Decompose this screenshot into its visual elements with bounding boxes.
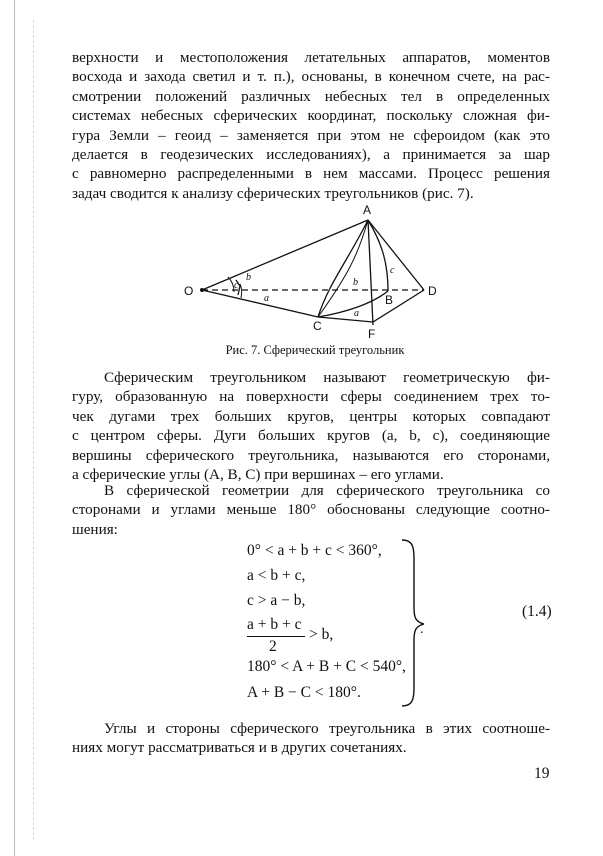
point-O [200,288,204,292]
formula-4-denominator: 2 [269,638,277,655]
formula-6: A + B − C < 180°. [247,684,361,701]
paragraph-relations-intro [72,481,550,539]
label-O: O [184,284,194,298]
text-line: шения: [72,520,118,538]
line-AD [368,220,424,290]
line-AF [368,220,373,325]
paragraph-intro [72,48,550,203]
text-line: задач сводится к анализу сферических треугольников (рис. 7). [72,184,474,202]
text-line: чек дугами трех больших кругов, центры которых совпадают [72,407,550,425]
brace-dot: . [420,622,424,637]
formula-5: 180° < A + B + C < 540°, [247,658,406,675]
text-line: делается в геодезических исследованиях), а принимается за шар [72,146,550,164]
line-CF [318,317,373,322]
text-line: вершины сферического треугольника, называются его сторонами, [72,446,550,464]
paragraph-closing [72,719,550,758]
text-line: с центром сферы. Дуги больших кругов (a, b, c), соединяющие [72,427,550,445]
formula-3: c > a − b, [247,592,306,609]
right-brace [400,538,430,708]
label-angle-b: b [246,272,251,283]
text-line: а сферические углы (A, B, C) при вершинах – его углами. [72,466,444,484]
arc-a [318,291,388,317]
label-D: D [428,284,437,298]
formula-2: a < b + c, [247,567,306,584]
formula-4-numerator: a + b + c [247,616,302,633]
label-arc-a: a [354,308,359,319]
text-line: сторонами и углами меньше 180° обоснованы следующие соотно- [72,501,550,519]
formula-1: 0° < a + b + c < 360°, [247,542,382,559]
text-line: верхности и местоположения летательных аппаратов, моментов [72,49,550,66]
page-binding-line [33,20,35,840]
paragraph-definition [72,368,550,484]
label-arc-b: b [353,277,358,288]
label-F: F [368,327,376,340]
label-arc-c: c [390,265,395,276]
label-C: C [313,319,322,333]
text-line: с равномерно распределенными в нем массами. Процесс решения [72,165,550,183]
text-line: Углы и стороны сферического треугольника в этих соотноше- [104,720,550,737]
arc-b [318,220,368,317]
text-line: гура Земли – геоид – заменяется при этом не сфероидом (как это [72,126,550,144]
page-number: 19 [534,765,550,782]
fraction-bar [247,636,305,637]
text-line: ниях могут рассматриваться и в других сочетаниях. [72,739,407,757]
text-line: системах небесных сферических координат, поскольку сложная фи- [72,107,550,125]
label-B: B [385,293,394,307]
label-angle-c: c [234,280,239,291]
text-line: гуру, образованную на поверхности сферы соединением трех то- [72,388,550,406]
line-FD [373,290,424,322]
text-line: восхода и захода светил и т. п.), основаны, в конечном счете, на рас- [72,68,550,86]
figure-caption: Рис. 7. Сферический треугольник [225,343,405,357]
text-line: смотрении положений различных небесных тел в определенных [72,87,550,105]
page-margin-line [14,0,15,856]
label-angle-a: a [264,293,269,304]
line-OC [202,290,318,317]
text-line: Сферическим треугольником называют геометрическую фи- [104,369,550,386]
formula-4-rhs: > b, [309,626,334,643]
text-line: В сферической геометрии для сферического треугольника со [104,482,550,499]
equation-number: (1.4) [522,603,552,620]
spherical-triangle-figure [178,200,448,340]
label-A: A [363,203,372,217]
